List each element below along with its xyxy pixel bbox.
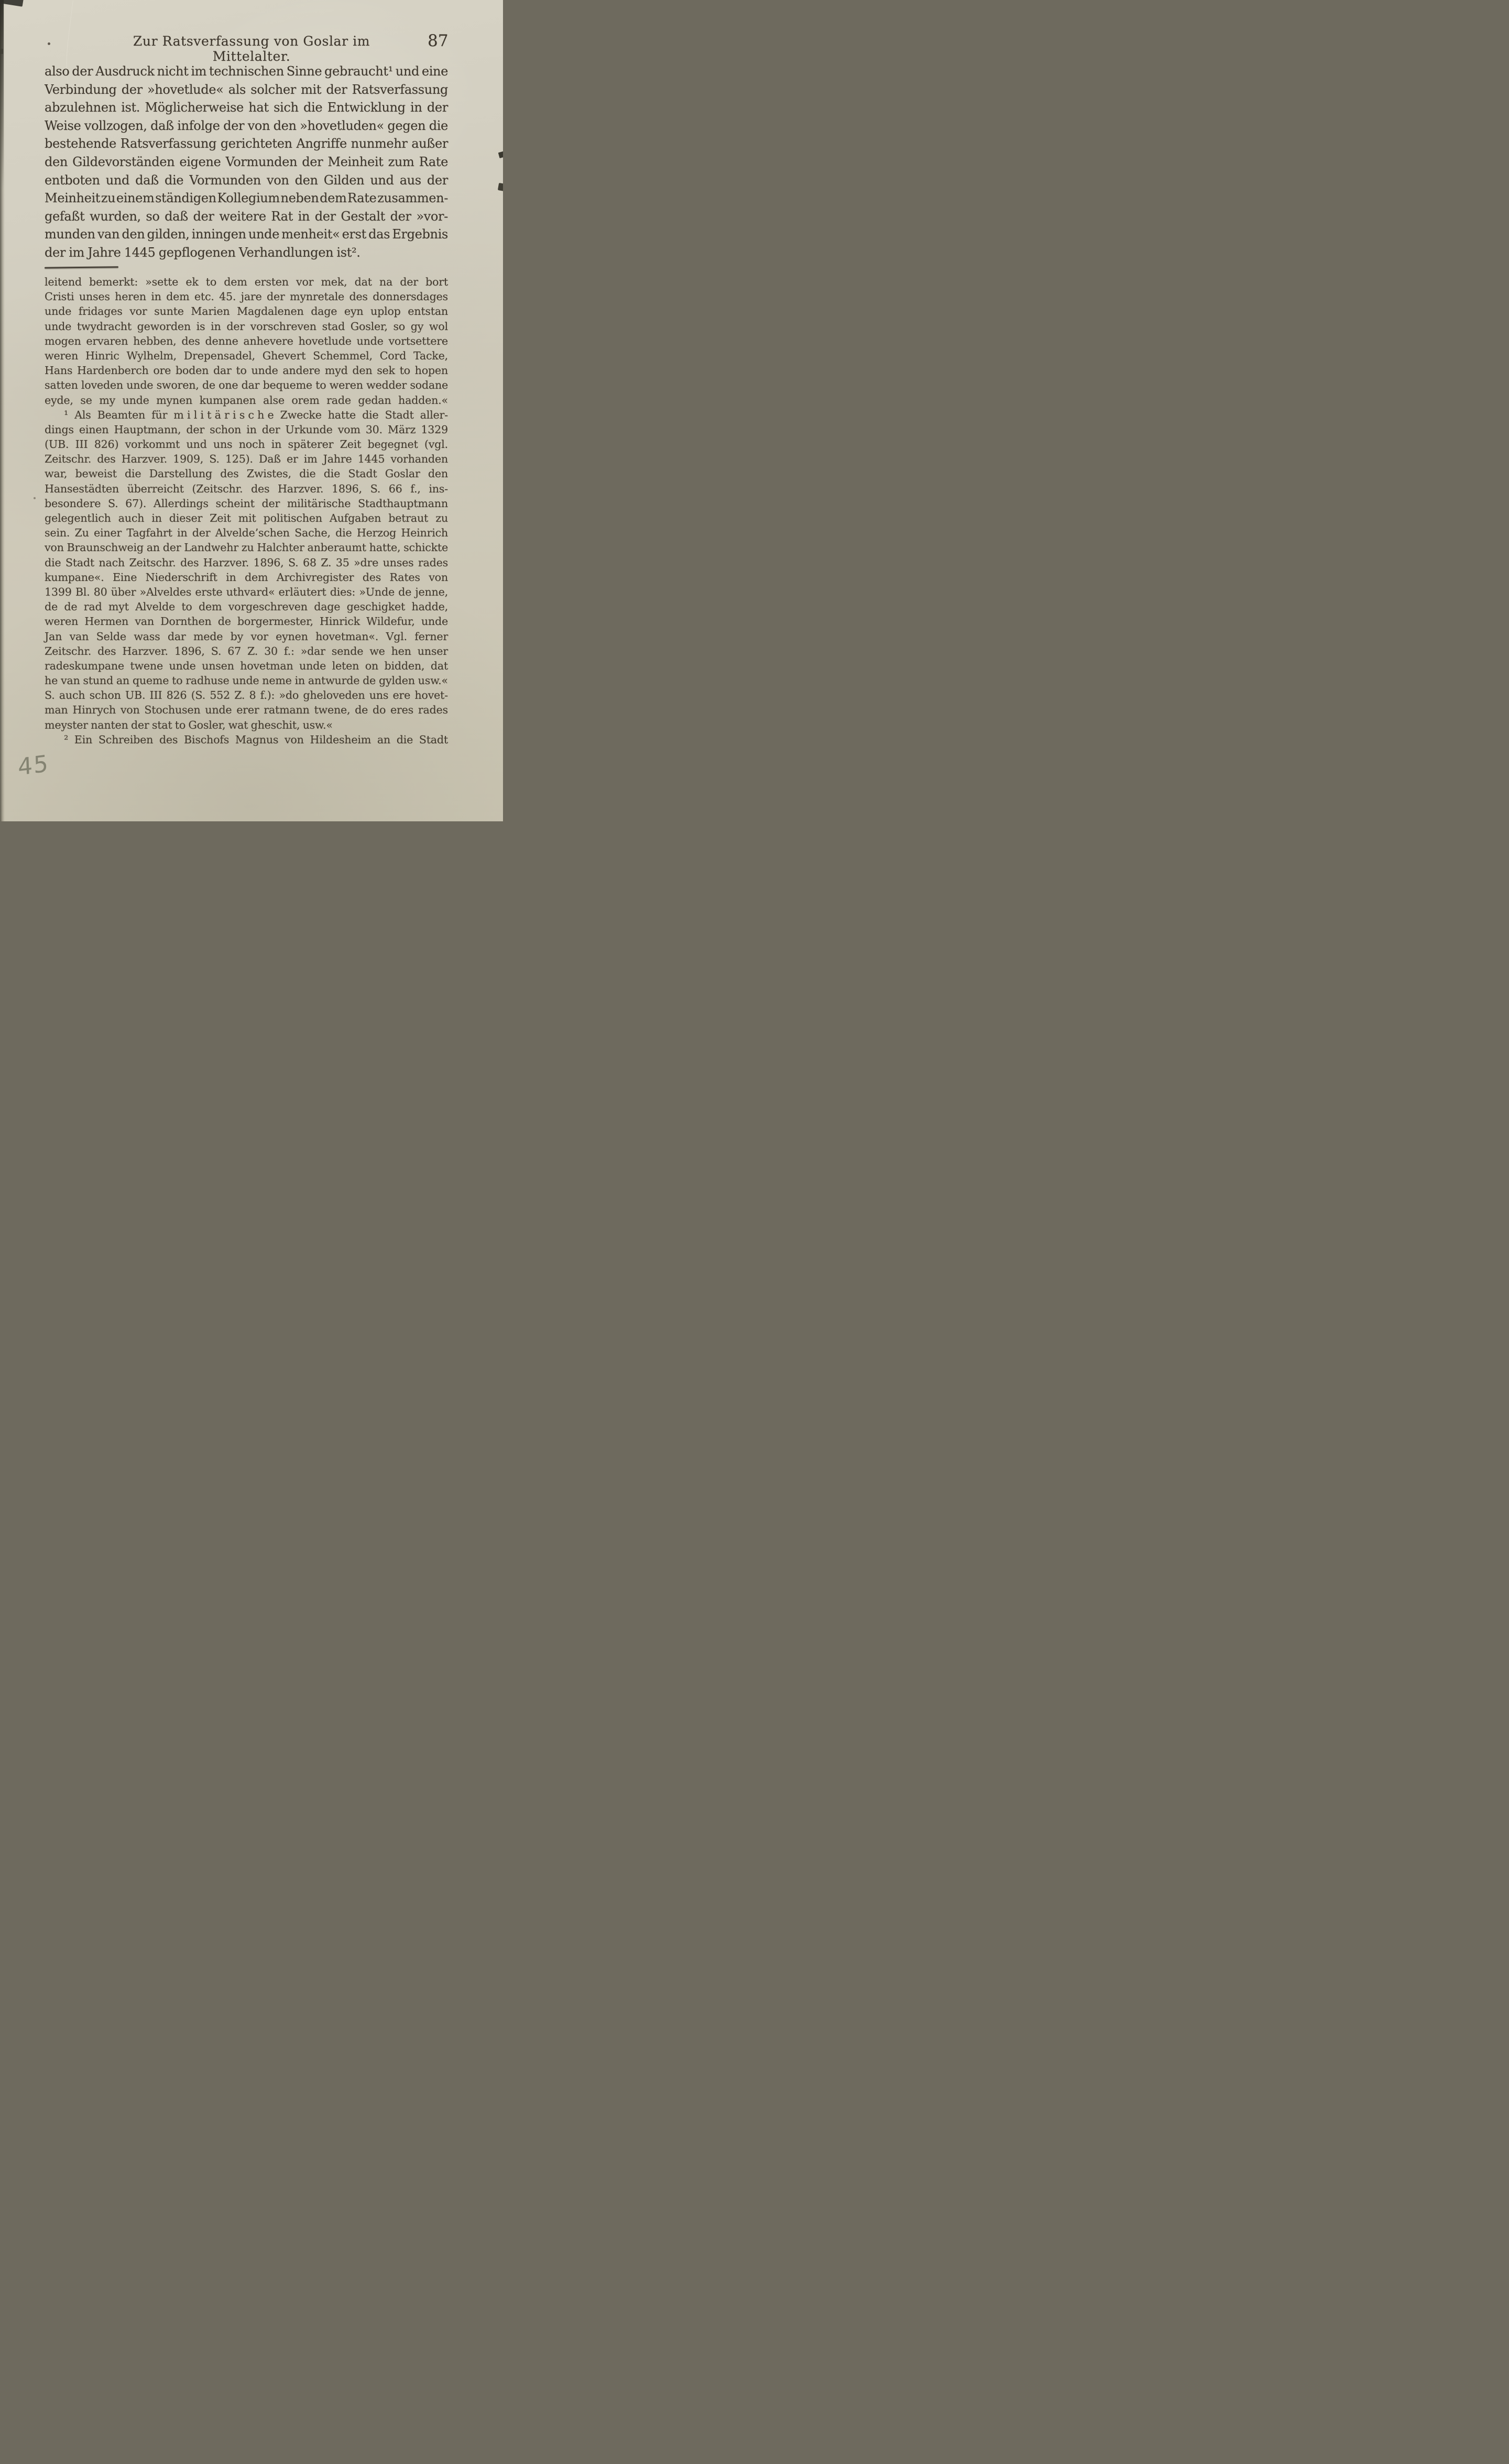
page-number: 87 (428, 31, 449, 50)
text-line: weren Hermen van Dornthen de borgermester, Hinrick Wildefur, unde (45, 615, 448, 628)
text-line: Verbindung der »hovetlude« als solcher mit der Ratsverfassung (45, 82, 448, 97)
text-line: Weise vollzogen, daß infolge der von den »hovetluden« gegen die (45, 118, 448, 133)
text-line: de de rad myt Alvelde to dem vorgeschreven dage geschigket hadde, (45, 600, 448, 613)
text-line: S. auch schon UB. III 826 (S. 552 Z. 8 f.): »do gheloveden uns ere hovet- (45, 689, 448, 702)
text-line: (UB. III 826) vorkommt und uns noch in späterer Zeit begegnet (vgl. (45, 438, 448, 451)
text-line: die Stadt nach Zeitschr. des Harzver. 1896, S. 68 Z. 35 »dre unses rades (45, 556, 448, 569)
ink-speck (48, 42, 50, 45)
text-line: gelegentlich auch in dieser Zeit mit politischen Aufgaben betraut zu (45, 512, 448, 524)
text-line: he van stund an queme to radhuse unde neme in antwurde de gylden usw.« (45, 674, 448, 687)
text-line: 1399 Bl. 80 über »Alveldes erste uthvard« erläutert dies: »Unde de jenne, (45, 585, 448, 598)
text-line: also der Ausdruck nicht im technischen Sinne gebraucht¹ und eine (45, 64, 448, 79)
page-left-edge-shadow (0, 0, 4, 189)
text-line: munden van den gilden, inningen unde menheit« erst das Ergebnis (45, 227, 448, 242)
text-line: Jan van Selde wass dar mede by vor eynen hovetman«. Vgl. ferner (45, 630, 448, 643)
text-line: sein. Zu einer Tagfahrt in der Alvelde’schen Sache, die Herzog Heinrich (45, 526, 448, 540)
text-line: Zeitschr. des Harzver. 1896, S. 67 Z. 30 f.: »dar sende we hen unser (45, 644, 448, 657)
text-line: Zeitschr. des Harzver. 1909, S. 125). Daß er im Jahre 1445 vorhanden (45, 453, 448, 466)
text-line: gefaßt wurden, so daß der weitere Rat in der Gestalt der »vor- (45, 208, 448, 224)
text-line: weren Hinric Wylhelm, Drepensadel, Ghevert Schemmel, Cord Tacke, (45, 349, 448, 362)
edge-ink-speck (0, 49, 3, 54)
text-line: unde twydracht geworden is in der vorschreven stad Gosler, so gy wol (45, 320, 448, 333)
text-line: man Hinrych von Stochusen unde erer ratmann twene, de do eres rades (45, 703, 448, 717)
running-title: Zur Ratsverfassung von Goslar im Mittelalter. (133, 34, 370, 64)
footnote-separator (45, 266, 118, 268)
text-line: satten loveden unde sworen, de one dar bequeme to weren wedder sodane (45, 379, 448, 392)
text-line: kumpane«. Eine Niederschrift in dem Archivregister des Rates von (45, 570, 448, 584)
text-line: Hans Hardenberch ore boden dar to unde andere myd den sek to hopen (45, 364, 448, 377)
text-line: mogen ervaren hebben, des denne anhevere hovetlude unde vortsettere (45, 334, 448, 347)
footnote-block (45, 276, 448, 748)
text-line: den Gildevorständen eigene Vormunden der Meinheit zum Rate (45, 155, 448, 170)
text-line: Cristi unses heren in dem etc. 45. jare der mynretale des donnersdages (45, 290, 448, 303)
text-line: war, beweist die Darstellung des Zwistes, die die Stadt Goslar den (45, 467, 448, 480)
text-line: besondere S. 67). Allerdings scheint der militärische Stadthauptmann (45, 497, 448, 510)
handwritten-page-number: 45 (17, 750, 50, 781)
text-line: von Braunschweig an der Landwehr zu Halchter anberaumt hatte, schickte (45, 541, 448, 554)
text-line: eyde, se my unde mynen kumpanen alse orem rade gedan hadden.« (45, 393, 448, 406)
text-line: entboten und daß die Vormunden von den Gilden und aus der (45, 172, 448, 188)
text-line: meyster nanten der stat to Gosler, wat gheschit, usw.« (45, 718, 333, 731)
text-line: abzulehnen ist. Möglicherweise hat sich die Entwicklung in der (45, 100, 448, 115)
text-line: ¹ Als Beamten für m i l i t ä r i s c h e Zwecke hatte die Stadt aller- (64, 408, 448, 421)
right-edge-speck (498, 151, 503, 158)
text-line: leitend bemerkt: »sette ek to dem ersten vor mek, dat na der bort (45, 276, 448, 288)
text-line: ² Ein Schreiben des Bischofs Magnus von Hildesheim an die Stadt (64, 733, 448, 746)
text-line: bestehende Ratsverfassung gerichteten Angriffe nunmehr außer (45, 136, 448, 151)
main-text-block (45, 64, 448, 263)
book-page-scan (0, 0, 503, 821)
text-line: der im Jahre 1445 gepflogenen Verhandlungen ist². (45, 245, 360, 260)
text-line: radeskumpane twene unde unsen hovetman unde leten on bidden, dat (45, 659, 448, 672)
margin-speck (34, 497, 36, 499)
right-edge-speck (498, 183, 503, 191)
text-line: unde fridages vor sunte Marien Magdalenen dage eyn uplop entstan (45, 305, 448, 318)
text-line: Hansestädten überreicht (Zeitschr. des Harzver. 1896, S. 66 f., ins- (45, 482, 448, 495)
text-line: dings einen Hauptmann, der schon in der Urkunde vom 30. März 1329 (45, 423, 448, 436)
text-line: Meinheit zu einem ständigen Kollegium neben dem Rate zusammen- (45, 191, 448, 206)
